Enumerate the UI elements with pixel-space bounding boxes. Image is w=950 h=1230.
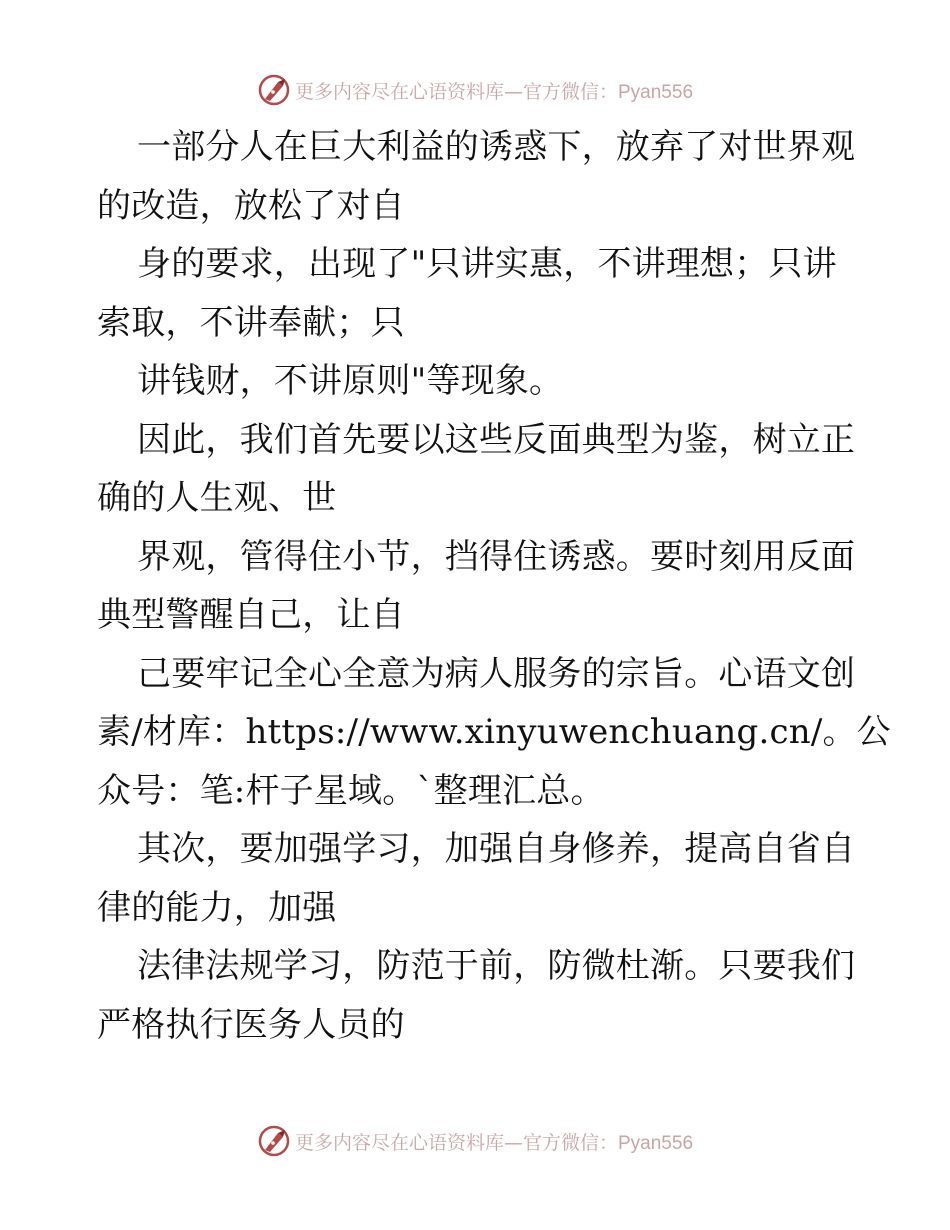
body-line: 索取，不讲奉献；只 — [97, 302, 405, 343]
footer-banner — [0, 1121, 950, 1161]
body-line: 其次，要加强学习，加强自身修养，提高自省自 — [137, 829, 856, 869]
body-line: 的改造，放松了对自 — [97, 185, 405, 226]
footer-wechat-id: Pyan556 — [618, 1132, 694, 1154]
body-line: 法律法规学习，防范于前，防微杜渐。只要我们 — [137, 946, 856, 986]
body-line: 律的能力，加强 — [97, 887, 337, 928]
body-line: 讲钱财，不讲原则"等现象。 — [137, 361, 564, 401]
body-line: 严格执行医务人员的 — [97, 1004, 405, 1045]
body-line: 众号：笔:杆子星域。`整理汇总。 — [97, 770, 605, 811]
header-banner — [0, 70, 950, 110]
footer-text-zh: 更多内容尽在心语资料库—官方微信： — [294, 1131, 618, 1154]
header-text-zh: 更多内容尽在心语资料库—官方微信： — [294, 80, 618, 103]
body-line: 界观，管得住小节，挡得住诱惑。要时刻用反面 — [137, 536, 856, 577]
body-line: 因此，我们首先要以这些反面典型为鉴，树立正 — [137, 419, 856, 460]
pen-nib-circle-logo-icon — [257, 1124, 291, 1158]
footer-text — [295, 1128, 693, 1155]
body-line: 典型警醒自己，让自 — [97, 595, 405, 635]
body-line: 素/材库：https://www.xinyuwenchuang.cn/。公 — [97, 712, 891, 752]
document-body — [97, 118, 891, 1054]
body-line: 一部分人在巨大利益的诱惑下，放弃了对世界观 — [137, 127, 856, 167]
header-wechat-id: Pyan556 — [618, 81, 694, 103]
pen-nib-circle-logo-icon — [257, 73, 291, 107]
body-line: 身的要求，出现了"只讲实惠，不讲理想；只讲 — [137, 244, 837, 284]
header-text — [295, 77, 693, 104]
body-line: 确的人生观、世 — [97, 478, 337, 518]
body-line: 己要牢记全心全意为病人服务的宗旨。心语文创 — [137, 653, 856, 694]
